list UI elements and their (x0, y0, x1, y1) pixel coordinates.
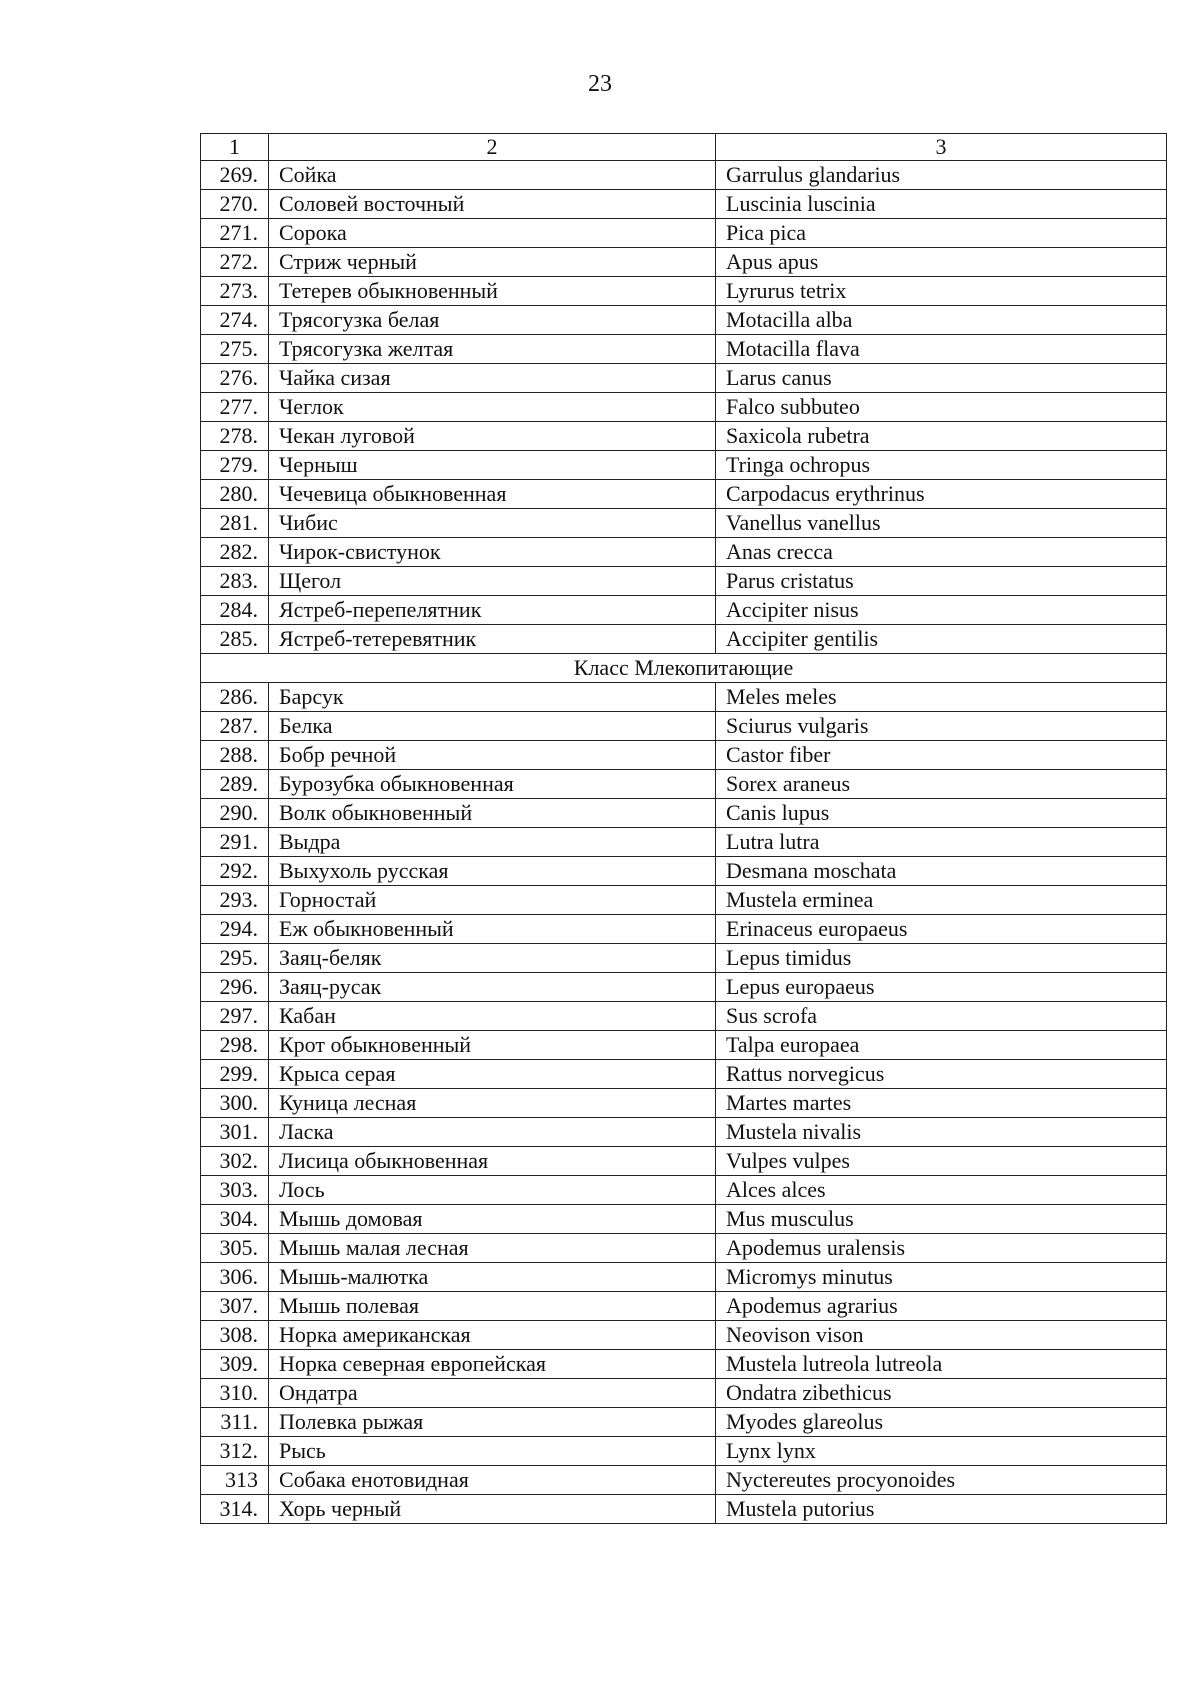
table-row (201, 857, 1167, 886)
russian-name: Куница лесная (269, 1089, 716, 1118)
table-row (201, 1031, 1167, 1060)
russian-name: Сорока (269, 219, 716, 248)
latin-name: Lepus timidus (716, 944, 1167, 973)
row-number: 311. (201, 1408, 269, 1437)
row-number: 299. (201, 1060, 269, 1089)
russian-name: Тетерев обыкновенный (269, 277, 716, 306)
russian-name: Бобр речной (269, 741, 716, 770)
row-number: 312. (201, 1437, 269, 1466)
latin-name: Vulpes vulpes (716, 1147, 1167, 1176)
table-row (201, 1408, 1167, 1437)
row-number: 300. (201, 1089, 269, 1118)
latin-name: Carpodacus erythrinus (716, 480, 1167, 509)
table-row (201, 1466, 1167, 1495)
table-row (201, 1321, 1167, 1350)
russian-name: Щегол (269, 567, 716, 596)
table-row (201, 277, 1167, 306)
russian-name: Сойка (269, 161, 716, 190)
table-row (201, 161, 1167, 190)
russian-name: Лисица обыкновенная (269, 1147, 716, 1176)
russian-name: Кабан (269, 1002, 716, 1031)
russian-name: Горностай (269, 886, 716, 915)
latin-name: Mustela nivalis (716, 1118, 1167, 1147)
row-number: 272. (201, 248, 269, 277)
russian-name: Норка американская (269, 1321, 716, 1350)
latin-name: Apodemus agrarius (716, 1292, 1167, 1321)
latin-name: Pica pica (716, 219, 1167, 248)
russian-name: Чеглок (269, 393, 716, 422)
russian-name: Рысь (269, 1437, 716, 1466)
latin-name: Lutra lutra (716, 828, 1167, 857)
latin-name: Sciurus vulgaris (716, 712, 1167, 741)
table-row (201, 915, 1167, 944)
row-number: 273. (201, 277, 269, 306)
row-number: 277. (201, 393, 269, 422)
row-number: 310. (201, 1379, 269, 1408)
row-number: 278. (201, 422, 269, 451)
table-row (201, 683, 1167, 712)
table-row (201, 538, 1167, 567)
russian-name: Соловей восточный (269, 190, 716, 219)
table-row (201, 1495, 1167, 1524)
latin-name: Erinaceus europaeus (716, 915, 1167, 944)
russian-name: Мышь домовая (269, 1205, 716, 1234)
table-row (201, 1234, 1167, 1263)
latin-name: Neovison vison (716, 1321, 1167, 1350)
latin-name: Luscinia luscinia (716, 190, 1167, 219)
row-number: 285. (201, 625, 269, 654)
latin-name: Apus apus (716, 248, 1167, 277)
table-row (201, 828, 1167, 857)
latin-name: Mustela putorius (716, 1495, 1167, 1524)
table-row (201, 248, 1167, 277)
table-row (201, 480, 1167, 509)
row-number: 294. (201, 915, 269, 944)
table-row (201, 973, 1167, 1002)
latin-name: Mustela lutreola lutreola (716, 1350, 1167, 1379)
row-number: 281. (201, 509, 269, 538)
latin-name: Canis lupus (716, 799, 1167, 828)
latin-name: Garrulus glandarius (716, 161, 1167, 190)
table-row (201, 335, 1167, 364)
russian-name: Мышь полевая (269, 1292, 716, 1321)
latin-name: Larus canus (716, 364, 1167, 393)
row-number: 290. (201, 799, 269, 828)
russian-name: Трясогузка желтая (269, 335, 716, 364)
row-number: 307. (201, 1292, 269, 1321)
page-number: 23 (588, 71, 612, 97)
latin-name: Desmana moschata (716, 857, 1167, 886)
latin-name: Parus cristatus (716, 567, 1167, 596)
russian-name: Лось (269, 1176, 716, 1205)
russian-name: Ласка (269, 1118, 716, 1147)
latin-name: Accipiter nisus (716, 596, 1167, 625)
row-number: 291. (201, 828, 269, 857)
russian-name: Бурозубка обыкновенная (269, 770, 716, 799)
table-row (201, 1379, 1167, 1408)
row-number: 309. (201, 1350, 269, 1379)
species-table-body (201, 134, 1167, 1524)
row-number: 269. (201, 161, 269, 190)
russian-name: Чирок-свистунок (269, 538, 716, 567)
russian-name: Полевка рыжая (269, 1408, 716, 1437)
russian-name: Белка (269, 712, 716, 741)
latin-name: Meles meles (716, 683, 1167, 712)
latin-name: Apodemus uralensis (716, 1234, 1167, 1263)
russian-name: Волк обыкновенный (269, 799, 716, 828)
russian-name: Хорь черный (269, 1495, 716, 1524)
table-row (201, 712, 1167, 741)
latin-name: Lyrurus tetrix (716, 277, 1167, 306)
russian-name: Барсук (269, 683, 716, 712)
latin-name: Lepus europaeus (716, 973, 1167, 1002)
species-table (200, 133, 1167, 1524)
russian-name: Собака енотовидная (269, 1466, 716, 1495)
row-number: 305. (201, 1234, 269, 1263)
russian-name: Ястреб-перепелятник (269, 596, 716, 625)
latin-name: Myodes glareolus (716, 1408, 1167, 1437)
table-row (201, 799, 1167, 828)
row-number: 274. (201, 306, 269, 335)
latin-name: Tringa ochropus (716, 451, 1167, 480)
table-row (201, 567, 1167, 596)
latin-name: Sus scrofa (716, 1002, 1167, 1031)
row-number: 293. (201, 886, 269, 915)
latin-name: Alces alces (716, 1176, 1167, 1205)
section-row (201, 654, 1167, 683)
latin-name: Martes martes (716, 1089, 1167, 1118)
row-number: 284. (201, 596, 269, 625)
latin-name: Accipiter gentilis (716, 625, 1167, 654)
russian-name: Чекан луговой (269, 422, 716, 451)
row-number: 283. (201, 567, 269, 596)
row-number: 304. (201, 1205, 269, 1234)
table-row (201, 219, 1167, 248)
table-row (201, 364, 1167, 393)
russian-name: Еж обыкновенный (269, 915, 716, 944)
row-number: 303. (201, 1176, 269, 1205)
row-number: 282. (201, 538, 269, 567)
table-row (201, 944, 1167, 973)
latin-name: Motacilla alba (716, 306, 1167, 335)
row-number: 287. (201, 712, 269, 741)
russian-name: Заяц-русак (269, 973, 716, 1002)
latin-name: Talpa europaea (716, 1031, 1167, 1060)
row-number: 296. (201, 973, 269, 1002)
row-number: 298. (201, 1031, 269, 1060)
row-number: 276. (201, 364, 269, 393)
row-number: 289. (201, 770, 269, 799)
table-row (201, 1350, 1167, 1379)
latin-name: Motacilla flava (716, 335, 1167, 364)
latin-name: Sorex araneus (716, 770, 1167, 799)
row-number: 306. (201, 1263, 269, 1292)
russian-name: Мышь-малютка (269, 1263, 716, 1292)
table-row (201, 1002, 1167, 1031)
latin-name: Saxicola rubetra (716, 422, 1167, 451)
russian-name: Крот обыкновенный (269, 1031, 716, 1060)
section-title-mammals: Класс Млекопитающие (201, 654, 1167, 683)
row-number: 292. (201, 857, 269, 886)
table-row (201, 741, 1167, 770)
latin-name: Rattus norvegicus (716, 1060, 1167, 1089)
table-row (201, 1118, 1167, 1147)
russian-name: Трясогузка белая (269, 306, 716, 335)
russian-name: Чайка сизая (269, 364, 716, 393)
table-row (201, 190, 1167, 219)
table-row (201, 393, 1167, 422)
russian-name: Крыса серая (269, 1060, 716, 1089)
column-header-number: 1 (201, 134, 269, 161)
table-row (201, 1205, 1167, 1234)
row-number: 314. (201, 1495, 269, 1524)
russian-name: Норка северная европейская (269, 1350, 716, 1379)
row-number: 275. (201, 335, 269, 364)
table-row (201, 596, 1167, 625)
table-row (201, 1060, 1167, 1089)
row-number: 295. (201, 944, 269, 973)
column-header-russian-name: 2 (269, 134, 716, 161)
row-number: 288. (201, 741, 269, 770)
table-row (201, 509, 1167, 538)
row-number: 297. (201, 1002, 269, 1031)
row-number: 279. (201, 451, 269, 480)
table-row (201, 770, 1167, 799)
table-row (201, 422, 1167, 451)
russian-name: Заяц-беляк (269, 944, 716, 973)
latin-name: Anas crecca (716, 538, 1167, 567)
latin-name: Nyctereutes procyonoides (716, 1466, 1167, 1495)
table-row (201, 1176, 1167, 1205)
row-number: 270. (201, 190, 269, 219)
russian-name: Выхухоль русская (269, 857, 716, 886)
table-row (201, 1263, 1167, 1292)
latin-name: Lynx lynx (716, 1437, 1167, 1466)
table-row (201, 1292, 1167, 1321)
russian-name: Ондатра (269, 1379, 716, 1408)
latin-name: Ondatra zibethicus (716, 1379, 1167, 1408)
table-row (201, 1089, 1167, 1118)
column-header-latin-name: 3 (716, 134, 1167, 161)
row-number: 271. (201, 219, 269, 248)
table-row (201, 1437, 1167, 1466)
row-number: 301. (201, 1118, 269, 1147)
russian-name: Мышь малая лесная (269, 1234, 716, 1263)
table-row (201, 1147, 1167, 1176)
table-row (201, 451, 1167, 480)
russian-name: Чечевица обыкновенная (269, 480, 716, 509)
russian-name: Выдра (269, 828, 716, 857)
russian-name: Стриж черный (269, 248, 716, 277)
latin-name: Vanellus vanellus (716, 509, 1167, 538)
table-row (201, 625, 1167, 654)
row-number: 286. (201, 683, 269, 712)
row-number: 280. (201, 480, 269, 509)
russian-name: Черныш (269, 451, 716, 480)
latin-name: Falco subbuteo (716, 393, 1167, 422)
latin-name: Castor fiber (716, 741, 1167, 770)
row-number: 308. (201, 1321, 269, 1350)
row-number: 302. (201, 1147, 269, 1176)
header-row (201, 134, 1167, 161)
russian-name: Ястреб-тетеревятник (269, 625, 716, 654)
latin-name: Micromys minutus (716, 1263, 1167, 1292)
table-row (201, 306, 1167, 335)
row-number: 313 (201, 1466, 269, 1495)
latin-name: Mustela erminea (716, 886, 1167, 915)
russian-name: Чибис (269, 509, 716, 538)
table-row (201, 886, 1167, 915)
latin-name: Mus musculus (716, 1205, 1167, 1234)
